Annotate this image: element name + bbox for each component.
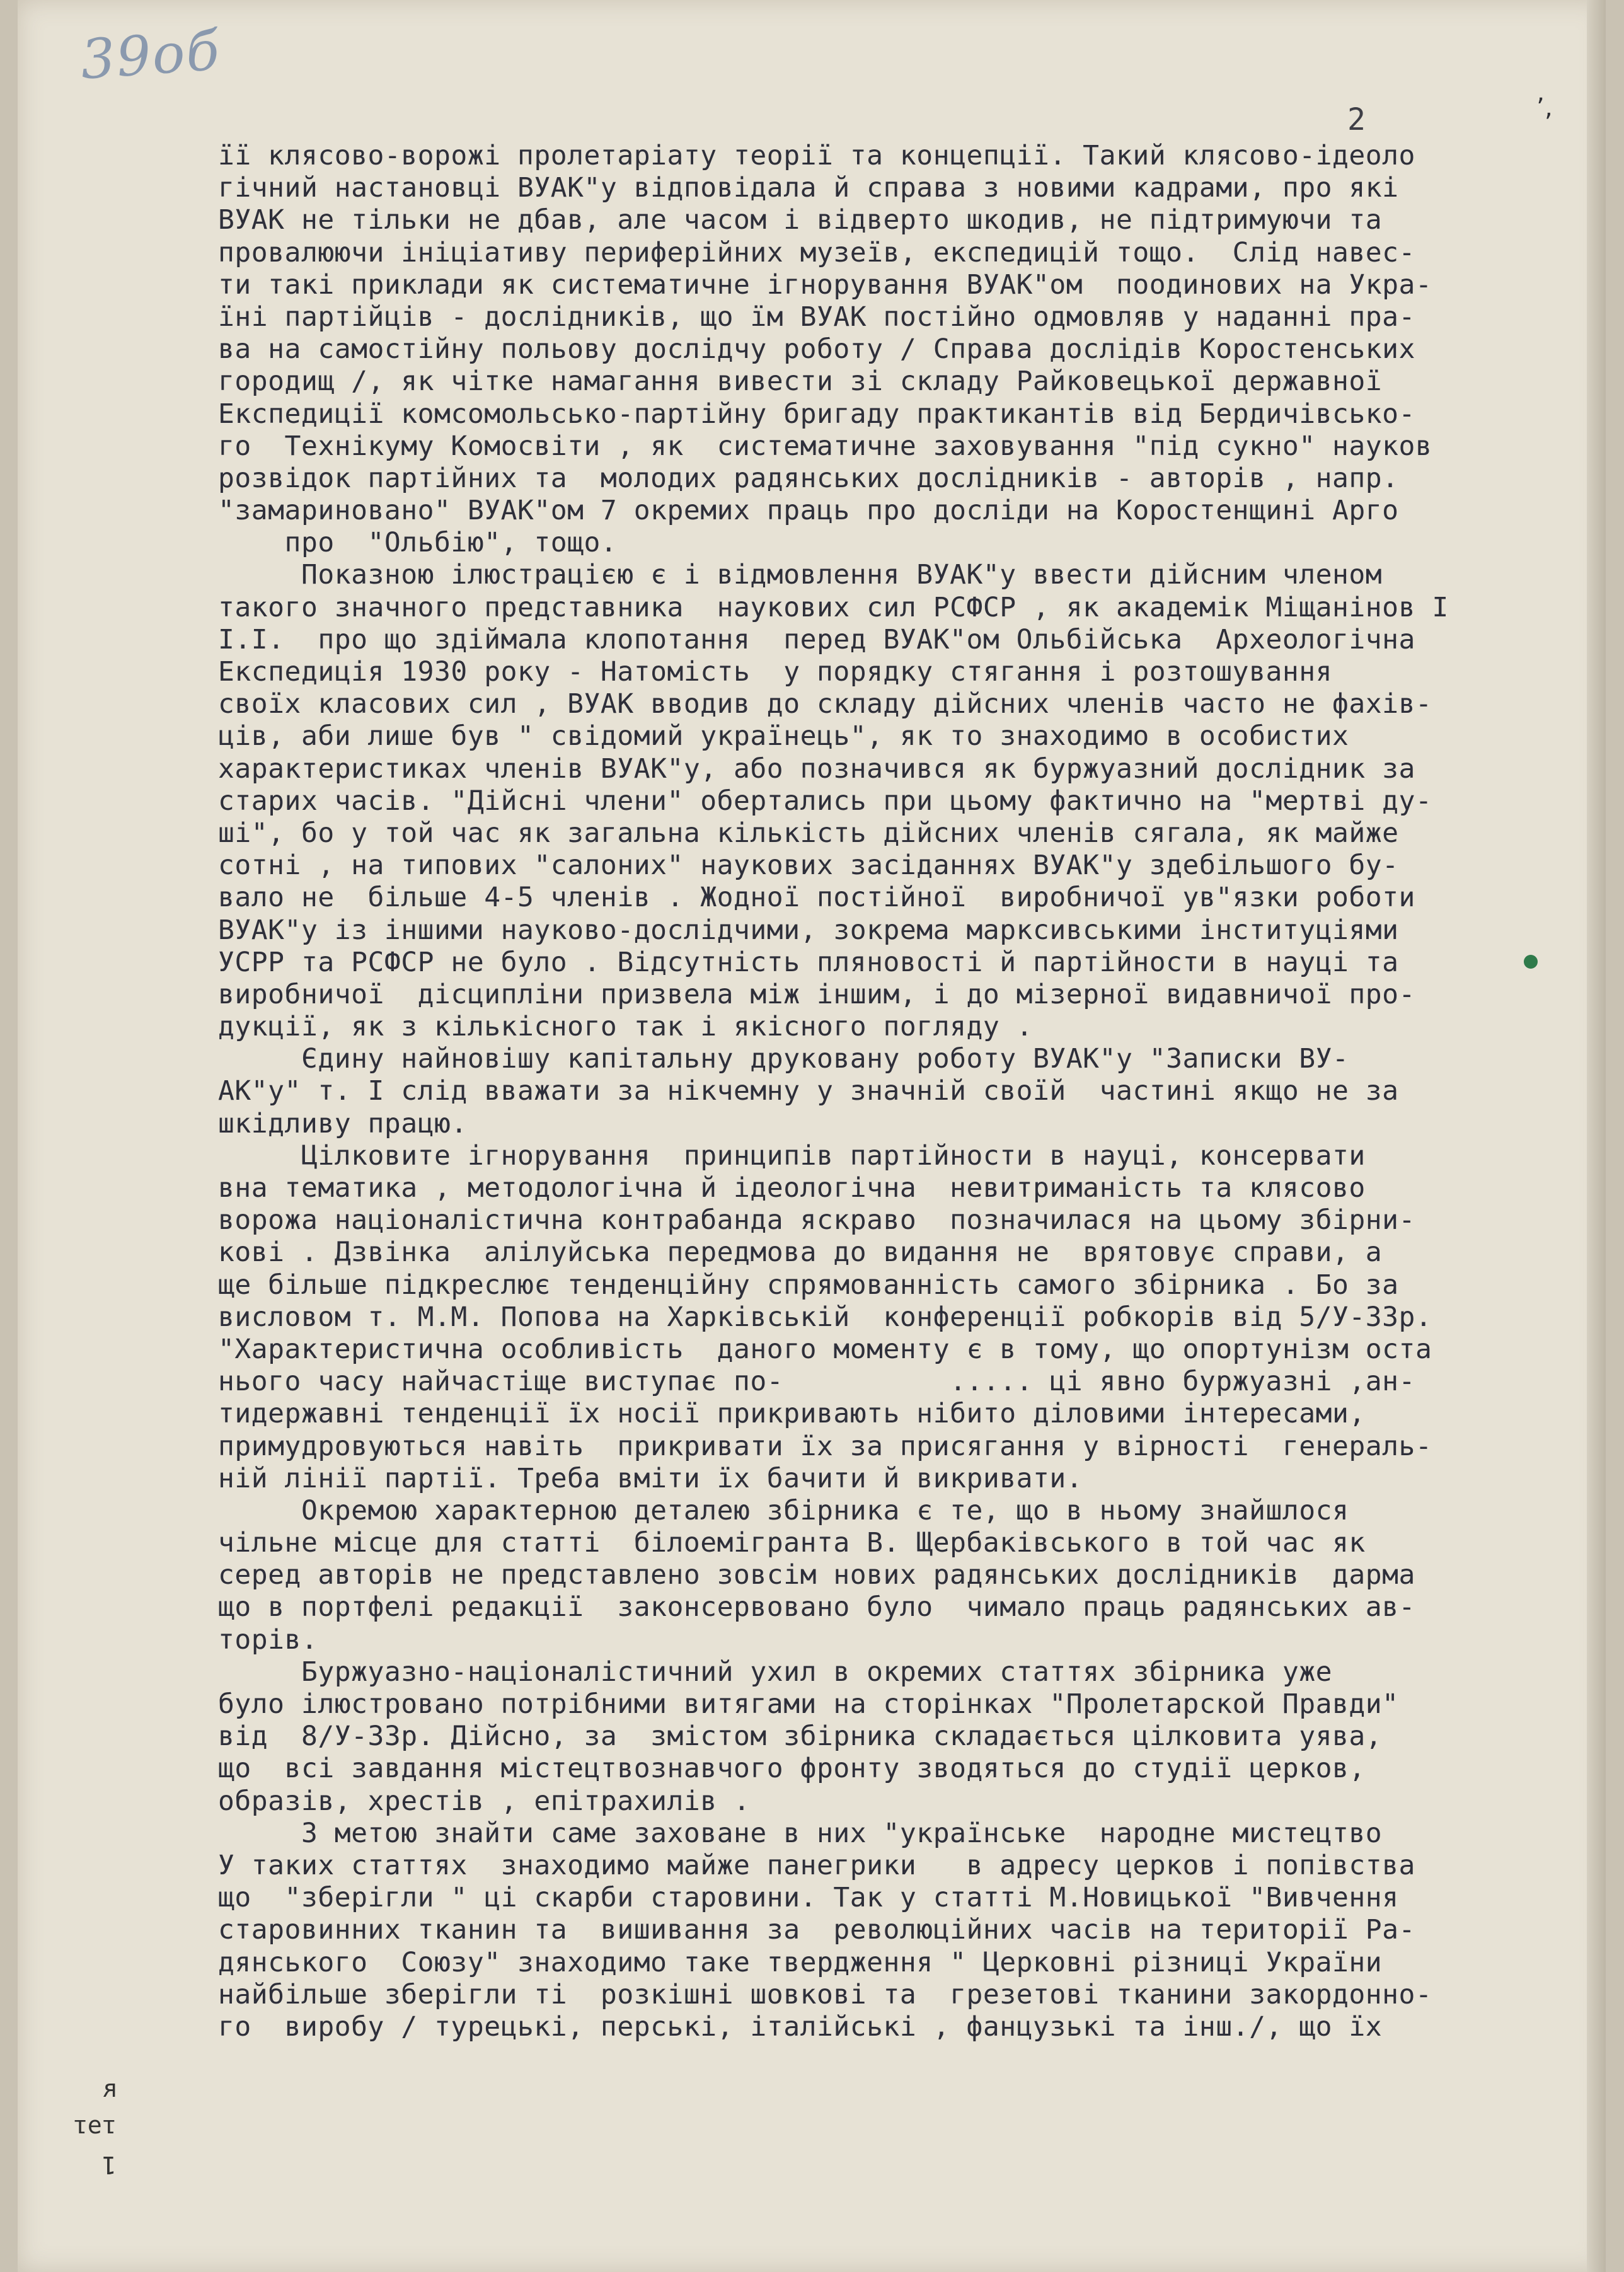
text-line: Експедиції комсомольсько-партійну бригаду практикантів від Бердичівсько- xyxy=(218,398,1415,430)
text-line: "замариновано" ВУАК"ом 7 окремих праць про досліди на Коростенщині Арго xyxy=(218,495,1399,527)
document-page xyxy=(18,0,1606,2272)
text-line: від 8/У-33р. Дійсно, за змістом збірника складається цілковита уява, xyxy=(218,1721,1383,1753)
text-line: характеристиках членів ВУАК"у, або позначився як буржуазний дослідник за xyxy=(218,753,1415,785)
text-line: що всі завдання містецтвознавчого фронту зводяться до студії церков, xyxy=(218,1753,1366,1785)
text-line: старовинних тканин та вишивання за революційних часів на території Ра- xyxy=(218,1914,1415,1946)
text-line: го Технікуму Комосвіти , як систематичне заховування "під сукно" науков xyxy=(218,430,1432,462)
text-line: що в портфелі редакції законсервовано було чимало праць радянських ав- xyxy=(218,1591,1415,1623)
text-line: серед авторів не представлено зовсім нових радянських дослідників дарма xyxy=(218,1559,1415,1591)
text-line: про "Ольбію", тощо. xyxy=(218,527,618,559)
text-line: Буржуазно-націоналістичний ухил в окремих статтях збірника уже xyxy=(218,1656,1333,1688)
text-line: такого значного представника наукових сил РСФСР , як академік Міщанінов І xyxy=(218,591,1449,623)
text-line: гічний настановці ВУАК"у відповідала й справа з новими кадрами, про які xyxy=(218,172,1399,204)
paper-edge xyxy=(1587,0,1606,2272)
text-line: ВУАК"у із іншими науково-дослідчими, зокрема марксивськими інституціями xyxy=(218,914,1399,946)
text-line: Цілковите ігнорування принципів партійности в науці, консервати xyxy=(218,1139,1366,1172)
text-line: ти такі приклади як систематичне ігнорування ВУАК"ом поодинових на Укра- xyxy=(218,268,1432,301)
text-line: У таких статтях знаходимо майже панегрики в адресу церков і попівства xyxy=(218,1849,1415,1881)
text-line: Окремою характерною деталею збірника є те, що в ньому знайшлося xyxy=(218,1494,1349,1526)
text-line: вало не більше 4-5 членів . Жодної постійної виробничої ув"язки роботи xyxy=(218,882,1415,914)
text-line: шкідливу працю. xyxy=(218,1107,468,1139)
text-line: го виробу / турецькі, перські, італійські , фанцузькі та інш./, що їх xyxy=(218,2010,1383,2043)
text-line: ші", бо у той час як загальна кількість дійсних членів сягала, як майже xyxy=(218,817,1399,849)
text-line: торів. xyxy=(218,1623,318,1656)
text-line: УСРР та РСФСР не було . Відсутність пляновості й партійности в науці та xyxy=(218,946,1399,978)
text-line: дукції, як з кількісного так і якісного погляду . xyxy=(218,1011,1034,1043)
text-line: ва на самостійну польову дослідчу роботу / Справа дослідів Коростенських xyxy=(218,333,1415,366)
text-line: вна тематика , методологічна й ідеологічна невитриманість та клясово xyxy=(218,1172,1366,1204)
text-line: "Характеристична особливість даного моменту є в тому, що опортунізм оста xyxy=(218,1333,1432,1365)
text-line: І.І. про що здіймала клопотання перед ВУАК"ом Ольбійська Археологічна xyxy=(218,623,1415,655)
text-line: старих часів. "Дійсні члени" обертались при цьому фактично на "мертві ду- xyxy=(218,785,1432,817)
text-line: Експедиція 1930 року - Натомість у порядку стягання і розтошування xyxy=(218,656,1333,688)
document-body xyxy=(218,140,1624,2043)
text-line: образів, хрестів , епітрахилів . xyxy=(218,1785,751,1817)
text-line: її клясово-ворожі пролетаріату теорії та концепції. Такий клясово-ідеоло xyxy=(218,140,1415,171)
text-line: городищ /, як чітке намагання вивести зі складу Райковецької державної xyxy=(218,366,1383,398)
text-line: було ілюстровано потрібними витягами на сторінках "Пролетарской Правди" xyxy=(218,1688,1399,1720)
margin-mark: 1 xyxy=(101,2151,117,2179)
ink-dot-mark xyxy=(1524,955,1538,969)
margin-marks xyxy=(73,2073,117,2183)
text-line: Показною ілюстрацією є і відмовлення ВУАК"у ввести дійсним членом xyxy=(218,559,1383,591)
text-line: ВУАК не тільки не дбав, але часом і відверто шкодив, не підтримуючи та xyxy=(218,204,1383,236)
text-line: дянського Союзу" знаходимо таке твердження " Церковні різниці України xyxy=(218,1946,1383,1978)
text-line: ній лінії партії. Треба вміти їх бачити й викривати. xyxy=(218,1462,1083,1494)
text-line: найбільше зберігли ті розкішні шовкові та грезетові тканини закордонно- xyxy=(218,1978,1432,2010)
text-line: ворожа націоналістична контрабанда яскраво позначилася на цьому збірни- xyxy=(218,1204,1415,1237)
page-number: 2 xyxy=(1347,102,1366,137)
text-line: виробничої дісципліни призвела між іншим, і до мізерної видавничої про- xyxy=(218,978,1415,1010)
text-line: ців, аби лише був " свідомий українець", як то знаходимо в особистих xyxy=(218,720,1349,753)
archive-number: 39об xyxy=(78,19,222,92)
text-line: сотні , на типових "салоних" наукових засіданнях ВУАК"у здебільшого бу- xyxy=(218,850,1399,882)
text-line: ще більше підкреслює тенденційну спрямованність самого збірника . Бо за xyxy=(218,1269,1399,1301)
text-line: АК"у" т. І слід вважати за нікчемну у значній своїй частині якщо не за xyxy=(218,1075,1399,1107)
text-line: своїх класових сил , ВУАК вводив до складу дійсних членів часто не фахів- xyxy=(218,688,1432,720)
corner-mark: ’‚ xyxy=(1536,93,1553,122)
text-line: примудровуються навіть прикривати їх за присягання у вірності генераль- xyxy=(218,1430,1432,1462)
margin-mark: ʁ xyxy=(101,2078,117,2106)
text-line: кові . Дзвінка алілуйська передмова до видання не врятовує справи, а xyxy=(218,1237,1383,1269)
text-line: їні партійців - дослідників, що їм ВУАК постійно одмовляв у наданні пра- xyxy=(218,301,1415,333)
text-line: висловом т. М.М. Попова на Харківській конференції робкорів від 5/У-33р. xyxy=(218,1301,1432,1333)
text-line: провалюючи ініціативу периферійних музеїв, експедицій тощо. Слід навес- xyxy=(218,236,1415,268)
text-line: Єдину найновішу капітальну друковану роботу ВУАК"у "Записки ВУ- xyxy=(218,1043,1349,1075)
text-line: нього часу найчастіще виступає по- ..... ці явно буржуазні ,ан- xyxy=(218,1366,1415,1398)
text-line: що "зберігли " ці скарби старовини. Так у статті М.Новицької "Вивчення xyxy=(218,1882,1399,1914)
margin-mark: ıəı xyxy=(73,2114,117,2142)
text-line: З метою знайти саме заховане в них "українське народне мистецтво xyxy=(218,1817,1383,1849)
text-line: чільне місце для статті білоемігранта В. Щербаківського в той час як xyxy=(218,1527,1366,1559)
text-line: тидержавні тенденції їх носії прикривають нібито діловими інтересами, xyxy=(218,1398,1366,1430)
text-line: розвідок партійних та молодих радянських дослідників - авторів , напр. xyxy=(218,462,1399,494)
